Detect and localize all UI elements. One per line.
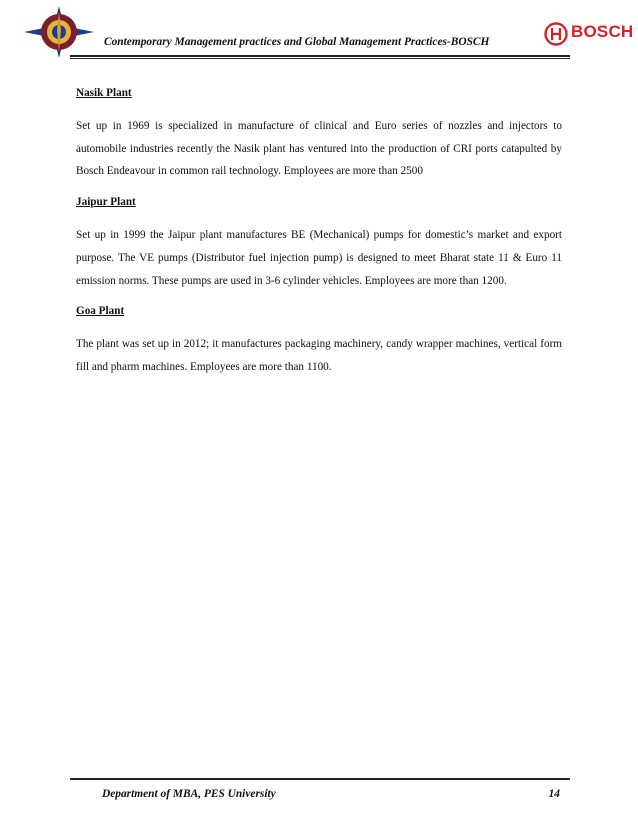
bosch-wordmark: BOSCH bbox=[571, 22, 634, 41]
university-emblem-icon bbox=[22, 4, 96, 60]
section-heading-jaipur: Jaipur Plant bbox=[76, 196, 136, 209]
section-heading-nasik: Nasik Plant bbox=[76, 87, 132, 99]
header-divider-thin bbox=[70, 58, 570, 59]
header-title: Contemporary Management practices and Global Management Practices-BOSCH bbox=[104, 36, 490, 48]
page-number: 14 bbox=[548, 788, 560, 800]
document-body bbox=[76, 82, 562, 387]
section-text-nasik: Set up in 1969 is specialized in manufacture of clinical and Euro series of nozzles and injectors to automobile industries recently the Nasik plant has ventured into the production of CRI ports catapulted by Bosch Endeavour in common rail technology. Employees are more than 2500 bbox=[76, 119, 562, 178]
header-divider bbox=[70, 55, 570, 57]
footer-department: Department of MBA, PES University bbox=[102, 788, 276, 800]
page-footer bbox=[70, 780, 570, 800]
section-text-jaipur: Set up in 1999 the Jaipur plant manufactures BE (Mechanical) pumps for domestic’s market and export purpose. The VE pumps (Distributor fuel injection pump) is designed to meet Bharat state 11 & Euro 11 emission norms. These pumps are used in 3-6 cylinder vehicles. Employees are more than 1200. bbox=[76, 228, 562, 287]
section-text-goa: The plant was set up in 2012; it manufactures packaging machinery, candy wrapper machines, vertical form fill and pharm machines. Employees are more than 1100. bbox=[76, 338, 562, 373]
page-header bbox=[0, 0, 638, 62]
section-heading-goa: Goa Plant bbox=[76, 305, 125, 318]
